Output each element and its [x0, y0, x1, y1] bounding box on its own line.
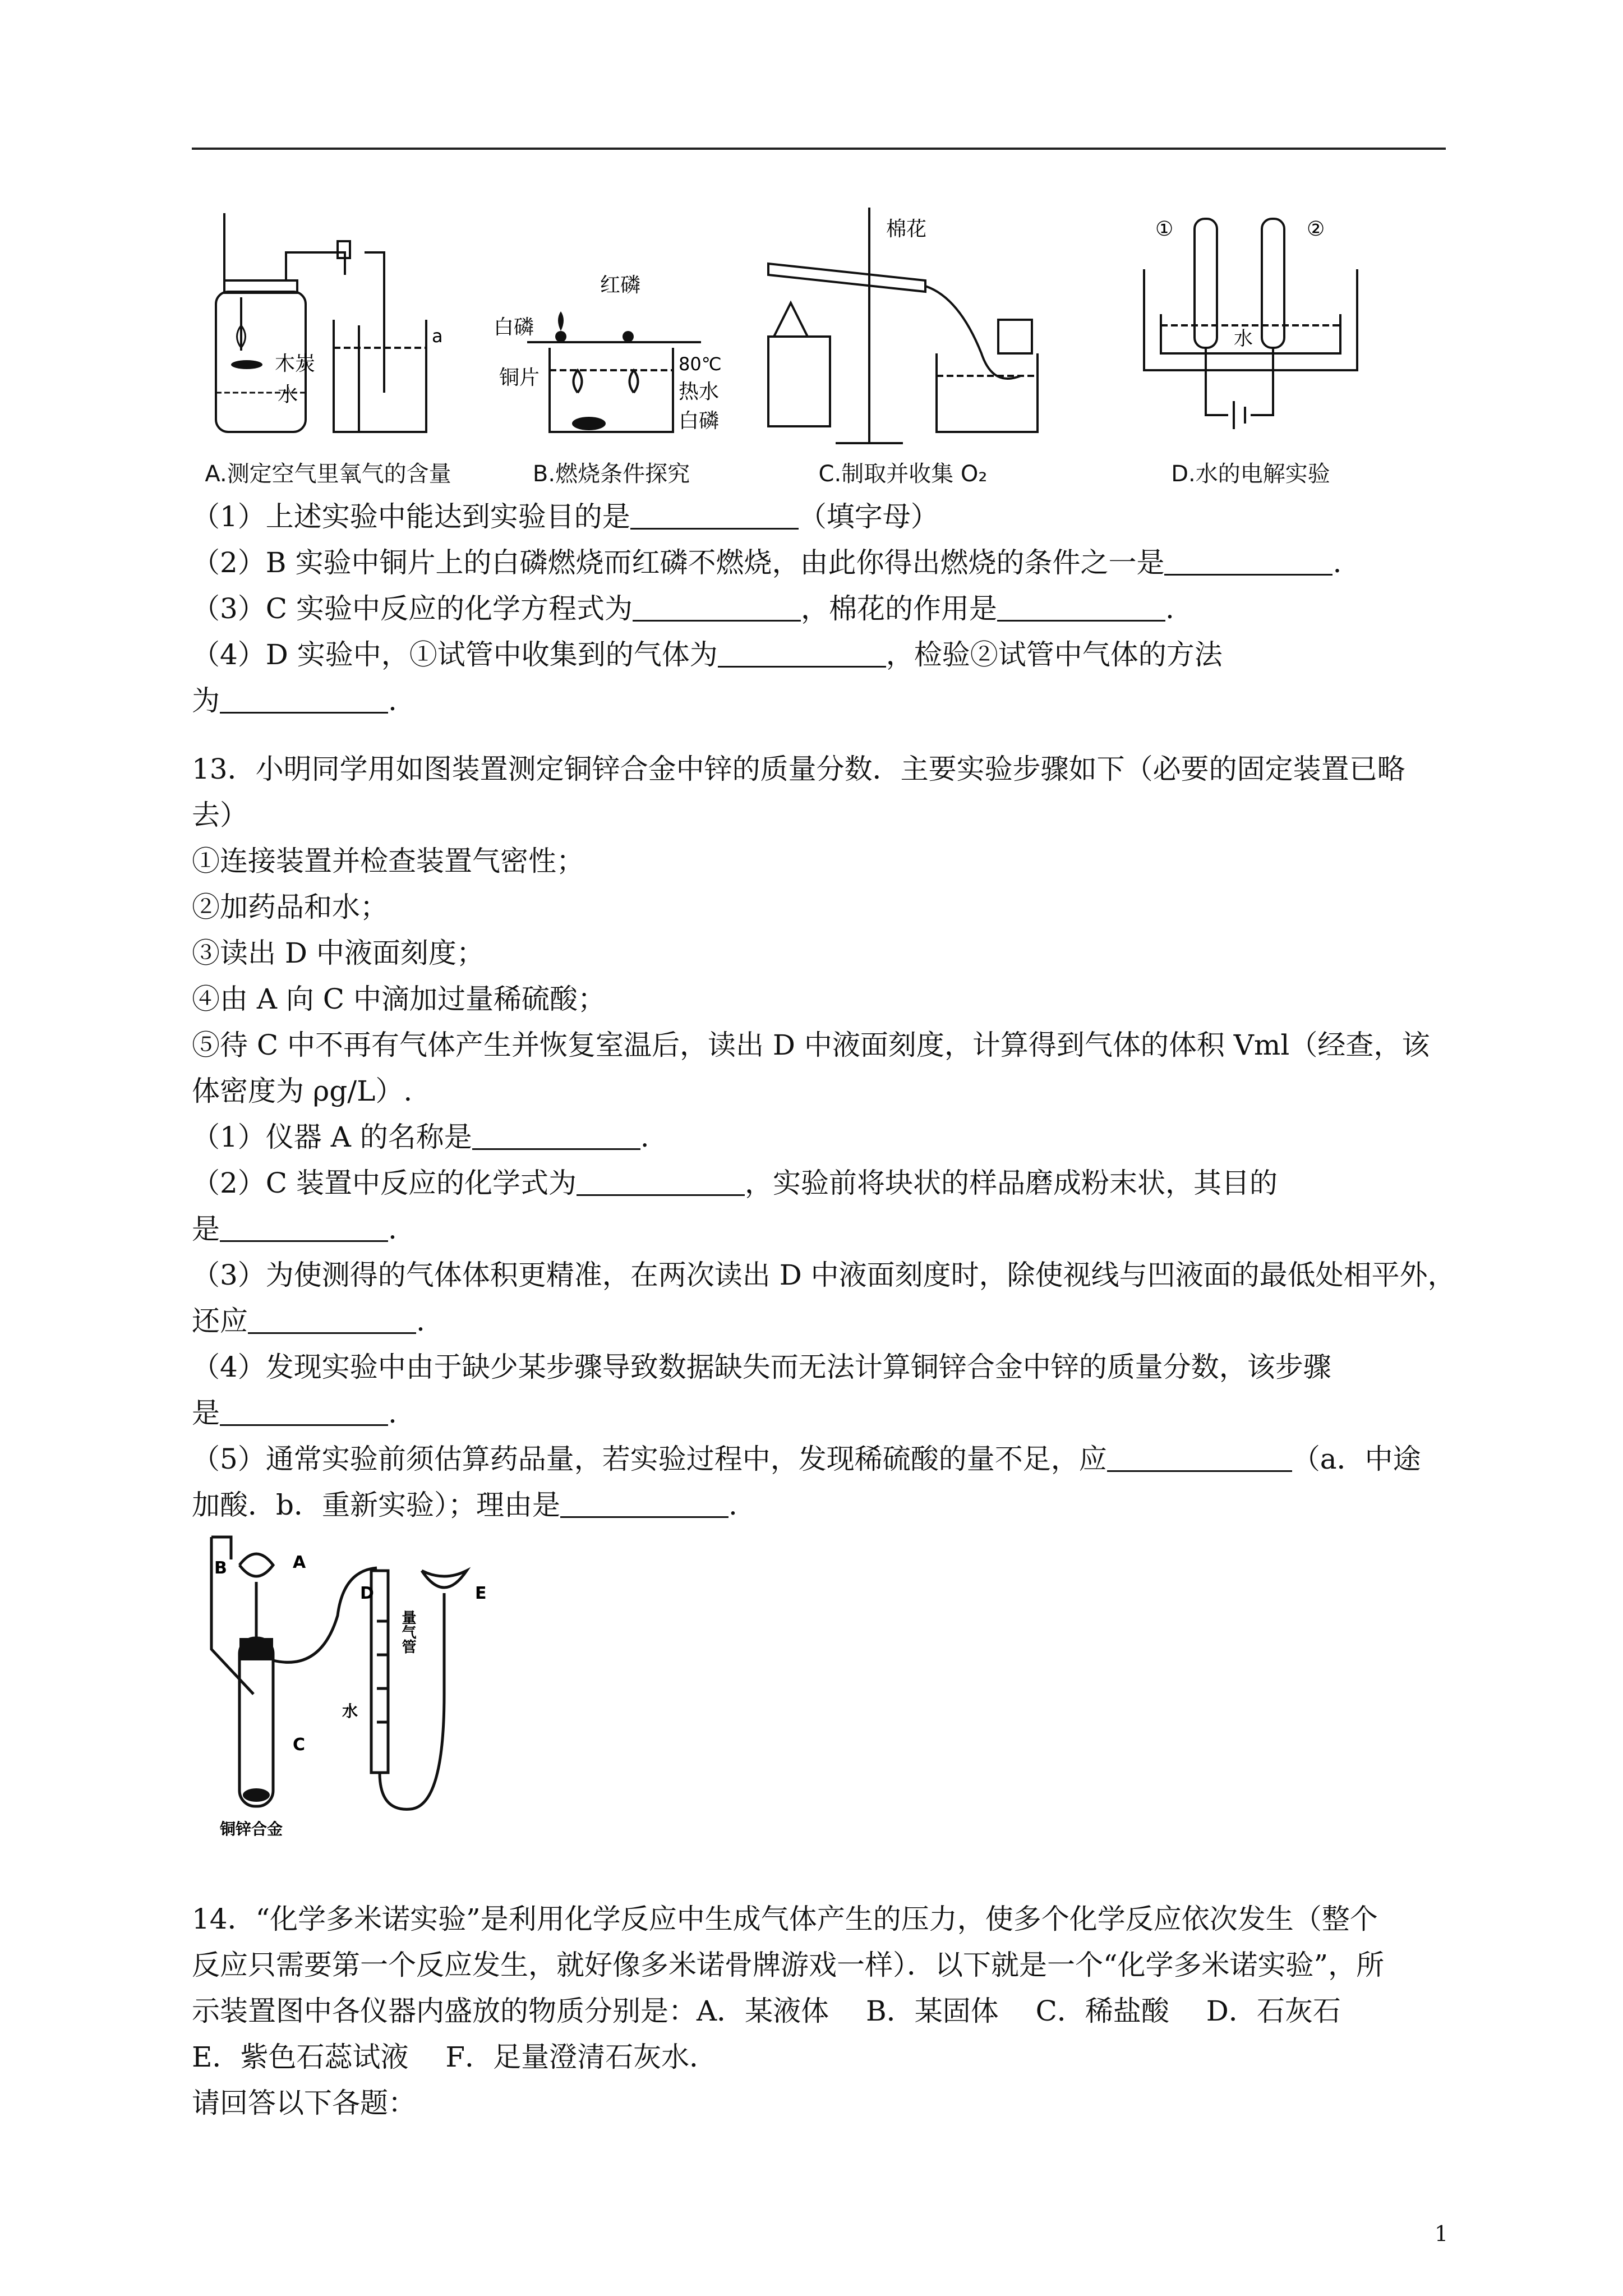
measuring-tube-label: 量气管 [399, 1610, 416, 1654]
q12-part-4-mid: ，检验②试管中气体的方法 [886, 638, 1223, 671]
oxygen-content-apparatus [191, 208, 465, 454]
q13-apparatus [192, 1526, 506, 1840]
answer-blank[interactable] [633, 592, 801, 622]
figure-a [191, 208, 465, 488]
q13-part-4-line2-suffix: . [388, 1397, 397, 1429]
answer-blank[interactable] [248, 1304, 416, 1334]
electrolysis-apparatus [1133, 208, 1368, 454]
question-13 [192, 746, 1456, 1528]
answer-blank[interactable] [577, 1166, 745, 1196]
q13-part-3-continued [192, 1298, 1446, 1344]
q13-part-4-line2-text: 是 [192, 1397, 220, 1429]
q13-step-2: ②加药品和水； [192, 891, 388, 923]
answer-blank[interactable] [220, 684, 388, 714]
answer-blank[interactable] [220, 1212, 388, 1242]
white-phosphorus-top-label: 白磷 [494, 316, 534, 339]
q13-intro-line-1: 13．小明同学用如图装置测定铜锌合金中锌的质量分数．主要实验步骤如下（必要的固定装置已略 [192, 753, 1405, 785]
q13-part-3-line-1: （3）为使测得的气体体积更精准，在两次读出 D 中液面刻度时，除使视线与凹液面的最低处相平外， [192, 1259, 1456, 1291]
question-12 [192, 494, 1446, 724]
header-rule [192, 148, 1446, 150]
q12-part-1-suffix: （填字母） [798, 500, 939, 533]
red-phosphorus-label: 红磷 [600, 274, 641, 297]
q13-part-1 [192, 1114, 1446, 1160]
copper-sheet-label: 铜片 [499, 366, 540, 389]
q13-part-5-line2-text: 加酸．b．重新实验）；理由是 [192, 1489, 561, 1521]
q13-part-5-line2-suffix: . [728, 1489, 737, 1521]
page-number: 1 [1435, 2221, 1449, 2246]
experiment-figures [191, 208, 1368, 488]
tube-1-label: ① [1155, 218, 1174, 241]
q12-part-1-text: （1）上述实验中能达到实验目的是 [192, 500, 630, 533]
tube-2-label: ② [1307, 218, 1325, 241]
figure-c [757, 208, 1049, 488]
q14-line-2: 反应只需要第一个反应发生，就好像多米诺骨牌游戏一样）．以下就是一个“化学多米诺实验”，所 [192, 1949, 1385, 1981]
q12-part-4 [192, 632, 1446, 678]
q14-line-4: E．紫色石蕊试液 F．足量澄清石灰水． [192, 2041, 718, 2073]
q13-intro-line-2: 去） [192, 799, 248, 831]
apparatus-label-b: B [214, 1558, 227, 1578]
gas-measuring-apparatus [192, 1526, 506, 1840]
charcoal-label: 木炭 [275, 352, 316, 375]
q14-line-1: 14．“化学多米诺实验”是利用化学反应中生成气体产生的压力，使多个化学反应依次发生（整个 [192, 1903, 1378, 1935]
white-phosphorus-bottom-label: 白磷 [679, 409, 720, 432]
q13-step-3: ③读出 D 中液面刻度； [192, 937, 485, 969]
answer-blank[interactable] [718, 638, 886, 668]
a-label: a [432, 325, 443, 347]
q13-part-2-line2-text: 是 [192, 1213, 220, 1245]
q13-part-4-line-1: （4）发现实验中由于缺少某步骤导致数据缺失而无法计算铜锌合金中锌的质量分数，该步骤 [192, 1351, 1331, 1383]
figure-d-caption: D.水的电解实验 [1171, 461, 1330, 487]
q13-part-5-text: （5）通常实验前须估算药品量，若实验过程中，发现稀硫酸的量不足，应 [192, 1443, 1107, 1475]
answer-blank[interactable] [560, 1488, 728, 1518]
answer-blank[interactable] [1164, 546, 1332, 576]
answer-blank[interactable] [220, 1396, 388, 1426]
q13-part-3-line2-text: 还应 [192, 1305, 248, 1337]
answer-blank[interactable] [630, 500, 799, 530]
apparatus-label-a: A [293, 1553, 306, 1572]
cotton-label: 棉花 [886, 218, 927, 241]
q13-part-3-line2-suffix: . [416, 1305, 425, 1337]
apparatus-label-c: C [293, 1735, 306, 1755]
q13-part-5-suffix: （a．中途 [1292, 1443, 1421, 1475]
q12-part-4-line2-suffix: . [388, 684, 397, 717]
alloy-label: 铜锌合金 [220, 1820, 283, 1838]
q12-part-4-text: （4）D 实验中，①试管中收集到的气体为 [192, 638, 718, 671]
electrolysis-water-label: 水 [1234, 328, 1253, 350]
apparatus-water-label: 水 [342, 1702, 358, 1720]
question-14 [192, 1896, 1446, 2126]
water-label: 水 [278, 383, 298, 406]
q12-part-3-suffix: . [1165, 592, 1174, 625]
oxygen-preparation-apparatus [757, 208, 1049, 454]
figure-a-caption: A.测定空气里氧气的含量 [205, 461, 451, 487]
figure-b [494, 208, 729, 488]
q12-part-2-suffix: . [1332, 546, 1342, 579]
q13-part-2-text: （2）C 装置中反应的化学式为 [192, 1167, 577, 1199]
q13-part-5-continued [192, 1482, 1446, 1528]
q12-part-2 [192, 540, 1446, 586]
q13-step-5-line-1: ⑤待 C 中不再有气体产生并恢复室温后，读出 D 中液面刻度，计算得到气体的体积 Vml（经查，该 [192, 1029, 1430, 1061]
q14-line-5: 请回答以下各题： [192, 2087, 416, 2119]
figure-d [1133, 208, 1368, 488]
answer-blank[interactable] [1107, 1442, 1292, 1472]
answer-blank[interactable] [997, 592, 1165, 622]
combustion-apparatus [494, 208, 729, 454]
figure-c-caption: C.制取并收集 O₂ [818, 461, 988, 487]
q13-part-1-suffix: . [640, 1121, 649, 1153]
hot-water-label: 热水 [679, 380, 720, 403]
q13-part-2-continued [192, 1206, 1446, 1252]
q13-part-2-mid: ，实验前将块状的样品磨成粉末状，其目的 [744, 1167, 1278, 1199]
apparatus-label-d: D [360, 1584, 374, 1603]
q12-part-3-mid: ，棉花的作用是 [800, 592, 997, 625]
temperature-label: 80℃ [679, 353, 722, 375]
q12-part-3 [192, 586, 1446, 632]
q13-part-2-line2-suffix: . [388, 1213, 397, 1245]
answer-blank[interactable] [472, 1120, 640, 1150]
q12-part-4-continued [192, 678, 1446, 724]
q13-step-5-line-2: 体密度为 ρg/L）. [192, 1075, 413, 1107]
q13-step-4: ④由 A 向 C 中滴加过量稀硫酸； [192, 983, 606, 1015]
q12-part-4-line2-text: 为 [192, 684, 220, 717]
q12-part-1 [192, 494, 1446, 540]
apparatus-label-e: E [475, 1584, 487, 1603]
q13-part-4-continued [192, 1390, 1446, 1436]
figure-b-caption: B.燃烧条件探究 [532, 461, 690, 487]
q12-part-3-text: （3）C 实验中反应的化学方程式为 [192, 592, 633, 625]
q13-part-5 [192, 1436, 1446, 1482]
q13-part-1-text: （1）仪器 A 的名称是 [192, 1121, 472, 1153]
q12-part-2-text: （2）B 实验中铜片上的白磷燃烧而红磷不燃烧，由此你得出燃烧的条件之一是 [192, 546, 1165, 579]
q13-part-2 [192, 1160, 1446, 1206]
q14-line-3: 示装置图中各仪器内盛放的物质分别是：A．某液体 B．某固体 C．稀盐酸 D．石灰石 [192, 1995, 1341, 2027]
q13-step-1: ①连接装置并检查装置气密性； [192, 845, 584, 877]
